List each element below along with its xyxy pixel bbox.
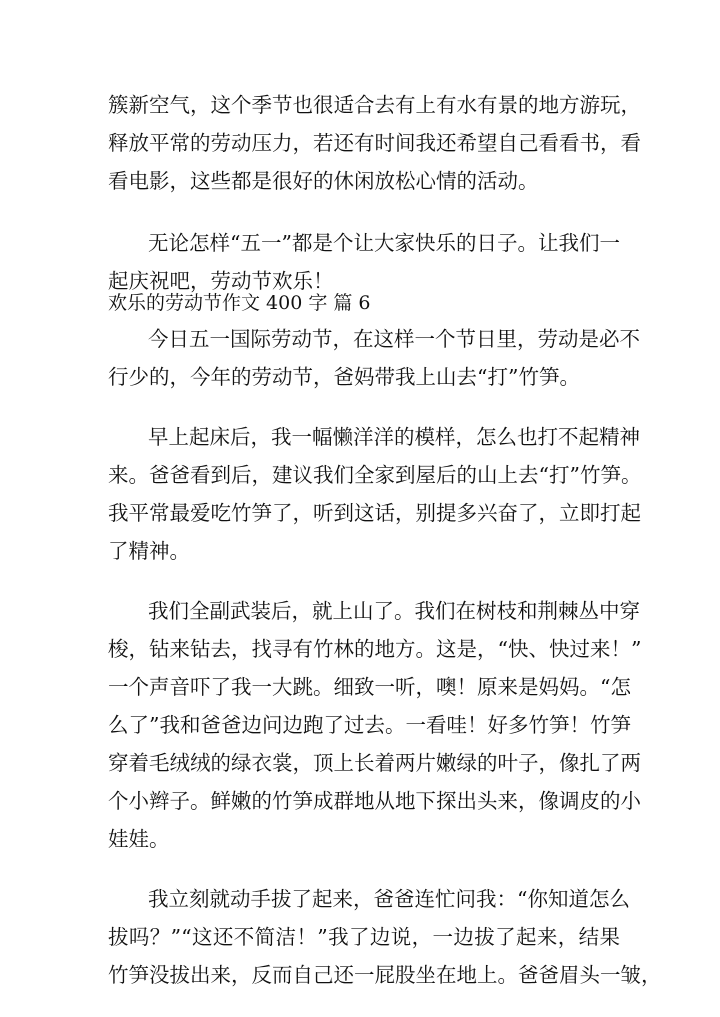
text-line: 我平常最爱吃竹笋了，听到这话，别提多兴奋了，立即打起	[108, 501, 641, 525]
text-line: 了精神。	[108, 539, 190, 563]
paragraph-start-line: 我立刻就动手拔了起来，爸爸连忙问我：“你知道怎么	[148, 887, 630, 911]
paragraph-start-line: 无论怎样“五一”都是个让大家快乐的日子。让我们一	[148, 231, 620, 255]
paragraph-start-line: 早上起床后，我一幅懒洋洋的模样，怎么也打不起精神	[148, 425, 640, 449]
text-line: 拔吗？”“这还不简洁！”我了边说，一边拔了起来，结果	[108, 925, 620, 949]
text-line: 簇新空气，这个季节也很适合去有上有水有景的地方游玩，	[108, 93, 641, 117]
text-line: 来。爸爸看到后，建议我们全家到屋后的山上去“打”竹笋。	[108, 463, 642, 487]
text-line: 释放平常的劳动压力，若还有时间我还希望自己看看书，看	[108, 131, 641, 155]
text-line: 行少的，今年的劳动节，爸妈带我上山去“打”竹笋。	[108, 365, 580, 389]
text-line: 竹笋没拔出来，反而自己还一屁股坐在地上。爸爸眉头一皱，	[108, 963, 662, 987]
section-heading: 欢乐的劳动节作文 400 字 篇 6	[108, 292, 371, 314]
text-line: 一个声音吓了我一大跳。细致一听，噢！原来是妈妈。“怎	[108, 675, 631, 699]
paragraph-start-line: 今日五一国际劳动节，在这样一个节日里，劳动是必不	[148, 327, 640, 351]
text-line: 个小辫子。鲜嫩的竹笋成群地从地下探出头来，像调皮的小	[108, 789, 641, 813]
text-line: 梭，钻来钻去，找寻有竹林的地方。这是，“快、快过来！”	[108, 637, 642, 661]
text-line: 看电影，这些都是很好的休闲放松心情的活动。	[108, 169, 539, 193]
text-line: 穿着毛绒绒的绿衣裳，顶上长着两片嫩绿的叶子，像扎了两	[108, 751, 641, 775]
text-line: 么了”我和爸爸边问边跑了过去。一看哇！好多竹笋！竹笋	[108, 713, 631, 737]
paragraph-start-line: 我们全副武装后，就上山了。我们在树枝和荆棘丛中穿	[148, 599, 640, 623]
text-line: 起庆祝吧，劳动节欢乐！	[108, 269, 334, 293]
text-line: 娃娃。	[108, 827, 170, 851]
